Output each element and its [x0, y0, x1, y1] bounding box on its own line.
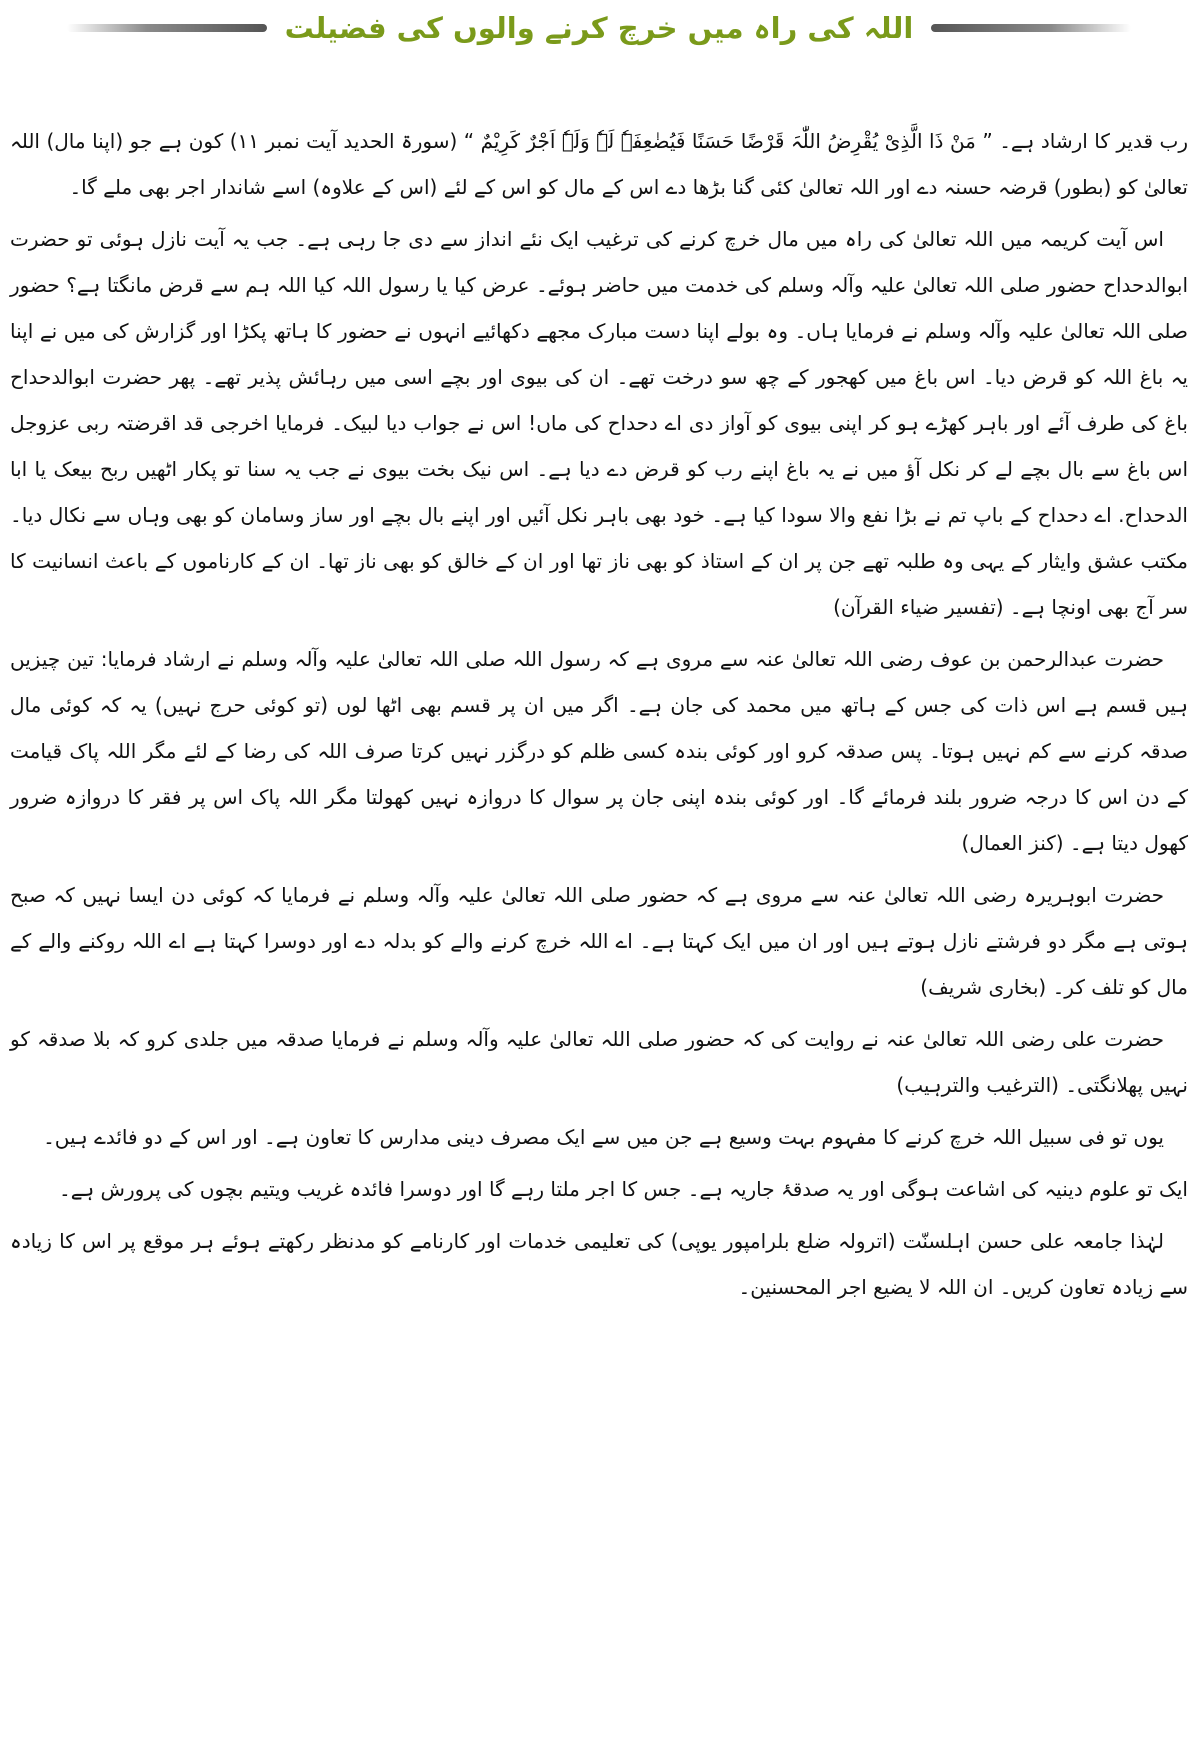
- title-decoration-bar-right: [931, 24, 1131, 32]
- page-title: اللہ کی راہ میں خرچ کرنے والوں کی فضیلت: [284, 11, 914, 45]
- paragraph-ali-hadith: حضرت علی رضی اللہ تعالیٰ عنہ نے روایت کی کہ حضور صلی اللہ تعالیٰ علیہ وآلہ وسلم نے فرمایا صدقہ میں جلدی کرو کہ بلا صدقہ کو نہیں پھلانگتی۔ (الترغیب والترہیب): [10, 1027, 1188, 1097]
- paragraph-benefits: ایک تو علوم دینیہ کی اشاعت ہوگی اور یہ صدقۂ جاریہ ہے۔ جس کا اجر ملتا رہے گا اور دوسرا فائدہ غریب ویتیم بچوں کی پرورش ہے۔: [59, 1177, 1188, 1201]
- paragraph-madaris: یوں تو فی سبیل اللہ خرچ کرنے کا مفہوم بہت وسیع ہے جن میں سے ایک مصرف دینی مدارس کا تعاون ہے۔ اور اس کے دو فائدے ہیں۔: [43, 1125, 1164, 1149]
- paragraph-appeal: لہٰذا جامعہ علی حسن اہلسنّت (اترولہ ضلع بلرامپور یوپی) کی تعلیمی خدمات اور کارنامے کو مدنظر رکھتے ہوئے ہر موقع پر اس کا زیادہ سے زیادہ تعاون کریں۔ ان اللہ لا یضیع اجر المحسنین۔: [10, 1229, 1188, 1299]
- paragraph-quran-verse: رب قدیر کا ارشاد ہے۔ ” مَنْ ذَا الَّذِیْ یُقْرِضُ اللّٰہَ قَرْضًا حَسَنًا فَیُضٰعِفَہٗ لَہٗ وَلَہٗ اَجْرٌ کَرِیْمٌ “ (سورۃ الحدید آیت نمبر ۱۱) کون ہے جو (اپنا مال) اللہ تعالیٰ کو (بطور) قرضہ حسنہ دے اور اللہ تعالیٰ کئی گنا بڑھا دے اس کے مال کو اس کے لئے (اس کے علاوہ) اسے شاندار اجر بھی ملے گا۔: [10, 129, 1188, 199]
- title-decoration-bar-left: [67, 24, 267, 32]
- paragraph-abu-hurairah-hadith: حضرت ابوہریرہ رضی اللہ تعالیٰ عنہ سے مروی ہے کہ حضور صلی اللہ تعالیٰ علیہ وآلہ وسلم نے فرمایا کہ کوئی دن ایسا نہیں کہ صبح ہوتی ہے مگر دو فرشتے نازل ہوتے ہیں اور ان میں ایک کہتا ہے۔ اے اللہ خرچ کرنے والے کو بدلہ دے اور دوسرا کہتا ہے اے اللہ روکنے والے کے مال کو تلف کر۔ (بخاری شریف): [10, 883, 1188, 999]
- paragraph-abu-dahdah: اس آیت کریمہ میں اللہ تعالیٰ کی راہ میں مال خرچ کرنے کی ترغیب ایک نئے انداز سے دی جا رہی ہے۔ جب یہ آیت نازل ہوئی تو حضرت ابوالدحداح حضور صلی اللہ تعالیٰ علیہ وآلہ وسلم کی خدمت میں حاضر ہوئے۔ عرض کیا یا رسول اللہ کیا اللہ ہم سے قرض مانگتا ہے؟ حضور صلی اللہ تعالیٰ علیہ وآلہ وسلم نے فرمایا ہاں۔ وہ بولے اپنا دست مبارک مجھے دکھائیے انہوں نے حضور کا ہاتھ پکڑا اور گزارش کی میں نے اپنا یہ باغ اللہ کو قرض دیا۔ اس باغ میں کھجور کے چھ سو درخت تھے۔ ان کی بیوی اور بچے اسی میں رہائش پذیر تھے۔ پھر حضرت ابوالدحداح باغ کی طرف آئے اور باہر کھڑے ہو کر اپنی بیوی کو آواز دی اے دحداح کی ماں! اس نے جواب دیا لبیک۔ فرمایا اخرجی قد اقرضتہ ربی عزوجل اس باغ سے بال بچے لے کر نکل آؤ میں نے یہ باغ اپنے رب کو قرض دے دیا ہے۔ اس نیک بخت بیوی نے جب یہ سنا تو پکار اٹھیں ربح بیعک یا ابا الدحداح. اے دحداح کے باپ تم نے بڑا نفع والا سودا کیا ہے۔ خود بھی باہر نکل آئیں اور اپنے بال بچے اور ساز وسامان کو بھی وہاں سے نکال دیا۔ مکتب عشق وایثار کے یہی وہ طلبہ تھے جن پر ان کے استاذ کو بھی ناز تھا اور ان کے خالق کو بھی ناز تھا۔ ان کے کارناموں کے باعث انسانیت کا سر آج بھی اونچا ہے۔ (تفسیر ضیاء القرآن): [10, 227, 1188, 619]
- title-row: [10, 0, 1188, 56]
- article-body: [10, 118, 1188, 1316]
- paragraph-abdul-rahman-hadith: حضرت عبدالرحمن بن عوف رضی اللہ تعالیٰ عنہ سے مروی ہے کہ رسول اللہ صلی اللہ تعالیٰ علیہ وآلہ وسلم نے ارشاد فرمایا: تین چیزیں ہیں قسم ہے اس ذات کی جس کے ہاتھ میں محمد کی جان ہے۔ اگر میں ان پر قسم بھی اٹھا لوں (تو کوئی حرج نہیں) یہ کہ کوئی مال صدقہ کرنے سے کم نہیں ہوتا۔ پس صدقہ کرو اور کوئی بندہ کسی ظلم کو درگزر نہیں کرتا صرف اللہ کی رضا کے لئے مگر اللہ پاک قیامت کے دن اس کا درجہ ضرور بلند فرمائے گا۔ اور کوئی بندہ اپنی جان پر سوال کا دروازہ نہیں کھولتا مگر اللہ پاک اس پر فقر کا دروازہ ضرور کھول دیتا ہے۔ (کنز العمال): [10, 647, 1188, 855]
